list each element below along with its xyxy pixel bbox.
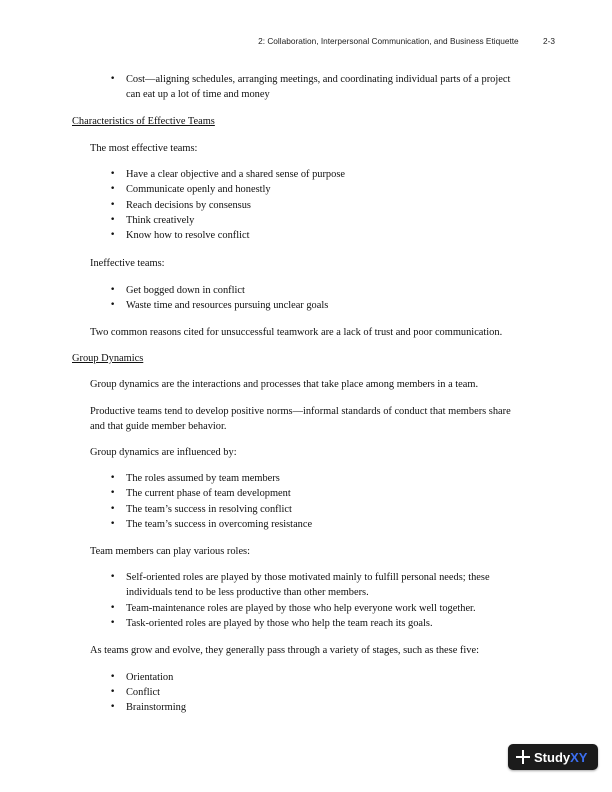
- list-item: • The current phase of team development: [126, 486, 291, 501]
- list-item: • The team’s success in overcoming resistance: [126, 517, 312, 532]
- section-heading-group-dynamics: Group Dynamics: [72, 353, 144, 364]
- norms-paragraph: Productive teams tend to develop positive norms—informal standards of conduct that members share: [90, 406, 511, 417]
- group-dynamics-definition: Group dynamics are the interactions and processes that take place among members in a team.: [90, 379, 479, 390]
- list-item: • Communicate openly and honestly: [126, 182, 271, 197]
- chapter-title: 2: Collaboration, Interpersonal Communication, and Business Etiquette: [258, 36, 519, 46]
- plus-icon: [516, 750, 530, 764]
- ineffective-intro: Ineffective teams:: [90, 258, 165, 269]
- list-item: • Get bogged down in conflict: [126, 283, 245, 298]
- list-item: • Orientation: [126, 670, 173, 685]
- running-header: [258, 36, 555, 46]
- list-item: • Have a clear objective and a shared sense of purpose: [126, 167, 345, 182]
- studyxy-badge[interactable]: [508, 744, 598, 770]
- list-item: • Reach decisions by consensus: [126, 198, 251, 213]
- effective-intro: The most effective teams:: [90, 143, 198, 154]
- list-item: • Task-oriented roles are played by those who help the team reach its goals.: [126, 616, 433, 631]
- list-item: • Conflict: [126, 685, 160, 700]
- reasons-paragraph: Two common reasons cited for unsuccessful teamwork are a lack of trust and poor communication.: [90, 327, 503, 338]
- list-item-cont: individuals tend to be less productive than other members.: [126, 587, 369, 598]
- section-heading-effective-teams: Characteristics of Effective Teams: [72, 116, 215, 127]
- page-number: 2-3: [543, 36, 555, 46]
- badge-text-xy: XY: [570, 749, 588, 765]
- badge-text-study: Study: [534, 749, 571, 765]
- list-item: • Self-oriented roles are played by those motivated mainly to fulfill personal needs; these: [126, 570, 490, 585]
- list-item: • Team-maintenance roles are played by those who help everyone work well together.: [126, 601, 476, 616]
- cost-bullet: • Cost—aligning schedules, arranging meetings, and coordinating individual parts of a project: [126, 72, 510, 87]
- list-item: • Think creatively: [126, 213, 194, 228]
- norms-paragraph-cont: and that guide member behavior.: [90, 421, 227, 432]
- list-item: • The team’s success in resolving conflict: [126, 502, 292, 517]
- list-item: • Waste time and resources pursuing unclear goals: [126, 298, 328, 313]
- stages-intro: As teams grow and evolve, they generally pass through a variety of stages, such as these five:: [90, 645, 479, 656]
- list-item: • Brainstorming: [126, 700, 186, 715]
- cost-bullet-cont: can eat up a lot of time and money: [126, 89, 270, 100]
- list-item: • Know how to resolve conflict: [126, 228, 250, 243]
- roles-intro: Team members can play various roles:: [90, 546, 250, 557]
- list-item: • The roles assumed by team members: [126, 471, 280, 486]
- influenced-intro: Group dynamics are influenced by:: [90, 447, 237, 458]
